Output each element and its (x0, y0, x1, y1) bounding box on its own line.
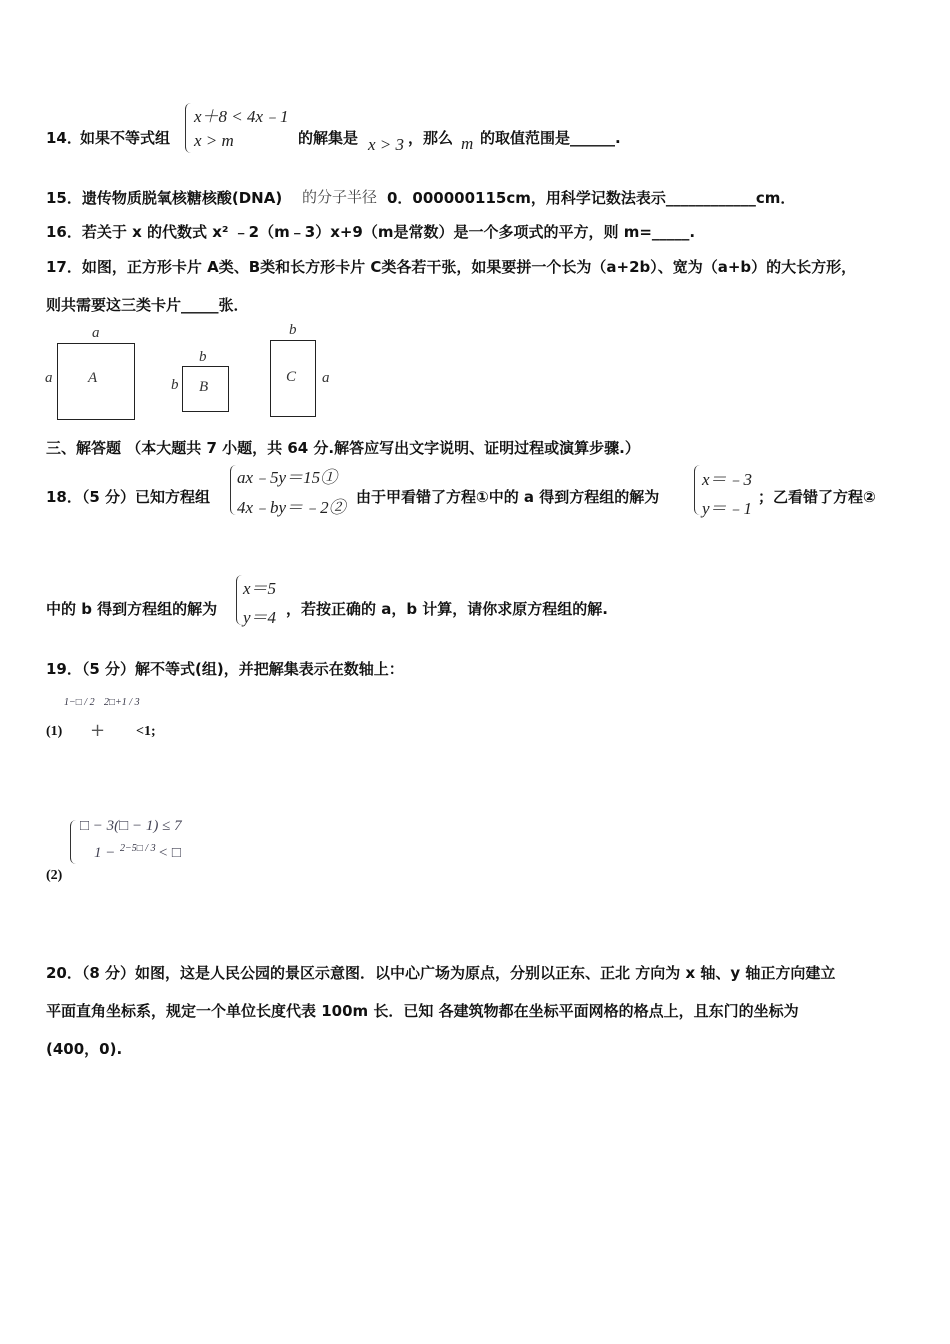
q18-line2-tail: ，若按正确的 a，b 计算，请你求原方程组的解. (286, 600, 609, 618)
q14-number: 14． (46, 129, 82, 147)
q19-p2-label: (2) (46, 868, 63, 883)
q18-mid2: ；乙看错了方程② (758, 488, 876, 506)
q18-sol2-brace (236, 575, 243, 625)
q18-sol2-x: x＝5 (243, 579, 277, 598)
q18-sol1-x: x＝﹣3 (702, 470, 753, 489)
q14-then: ，那么 (408, 129, 454, 147)
q18-sol1-brace (694, 465, 701, 515)
q19-p1-label: (1) (46, 724, 63, 739)
q19-p2-brace (70, 820, 77, 864)
q19-p1-frac1: 1−□ / 2 (64, 697, 95, 708)
q15-part2: 的分子半径 (302, 188, 378, 206)
q18-line2-lead: 中的 b 得到方程组的解为 (46, 600, 218, 618)
q14-system-line1: x＋8 < 4x﹣1 (194, 107, 289, 126)
q20-line1: 20．（8 分）如图，这是人民公园的景区示意图．以中心广场为原点，分别以正东、正北 方向为 x 轴、y 轴正方向建立 (46, 964, 836, 982)
q19-p1-tail: <1; (136, 724, 156, 739)
card-c (270, 340, 316, 417)
q19-p2-line2-frac: 2−5□ / 3 (120, 843, 156, 854)
q18-eq2: 4x﹣by＝﹣2② (237, 498, 346, 517)
q19-p2-line2-b: < □ (158, 845, 181, 861)
q14-var-m: m (461, 134, 474, 153)
q18-lead: 18．（5 分）已知方程组 (46, 488, 211, 506)
q15-part3: 0．000000115cm，用科学记数法表示____________cm． (387, 189, 796, 207)
q16-text: 16．若关于 x 的代数式 x² ﹣2（m﹣3）x+9（m是常数）是一个多项式的平方，则 m=_____. (46, 223, 696, 241)
q19-p2-line1: □ − 3(□ − 1) ≤ 7 (80, 818, 182, 834)
q18-sol2-y: y＝4 (243, 608, 277, 627)
q19-p1-op: + (90, 720, 106, 741)
q19-p2-line2-a: 1 − (94, 845, 116, 861)
q14-solution: x > 3 (368, 135, 405, 154)
q14-system-brace (185, 103, 192, 153)
q20-line2: 平面直角坐标系，规定一个单位长度代表 100m 长．已知 各建筑物都在坐标平面网格的格点上，且东门的坐标为 (46, 1002, 799, 1020)
card-c-name: C (286, 369, 297, 385)
card-a-side-label: a (45, 370, 53, 386)
q20-line3: (400，0). (46, 1040, 123, 1058)
card-a (57, 343, 135, 420)
q18-system-brace (230, 465, 237, 515)
card-c-side-label: a (322, 370, 330, 386)
card-b-side-label: b (171, 377, 179, 393)
card-c-top-label: b (289, 322, 297, 338)
q14-mid: 的解集是 (298, 129, 359, 147)
card-b (182, 366, 229, 412)
q14-suffix: 的取值范围是______. (480, 129, 621, 147)
q18-eq1: ax﹣5y＝15① (237, 468, 338, 487)
q19-p1-frac2: 2□+1 / 3 (104, 697, 140, 708)
card-b-name: B (199, 379, 209, 395)
q14-system-line2: x > m (194, 131, 234, 150)
card-a-name: A (88, 370, 98, 386)
card-b-top-label: b (199, 349, 207, 365)
q19-text: 19．（5 分）解不等式(组)，并把解集表示在数轴上： (46, 660, 404, 678)
q17-line2: 则共需要这三类卡片_____张． (46, 296, 249, 314)
section-3-title: 三、解答题 （本大题共 7 小题，共 64 分.解答应写出文字说明、证明过程或演算步骤.） (46, 439, 640, 457)
q17-line1: 17．如图，正方形卡片 A类、B类和长方形卡片 C类各若干张，如果要拼一个长为（a+2b）、宽为（a+b）的大长方形， (46, 258, 857, 276)
q18-sol1-y: y＝﹣1 (702, 499, 753, 518)
card-a-top-label: a (92, 325, 100, 341)
q14-prefix: 如果不等式组 (80, 129, 171, 147)
q15-part1: 15．遗传物质脱氧核糖核酸(DNA) (46, 189, 283, 207)
q18-mid: 由于甲看错了方程①中的 a 得到方程组的解为 (356, 488, 660, 506)
